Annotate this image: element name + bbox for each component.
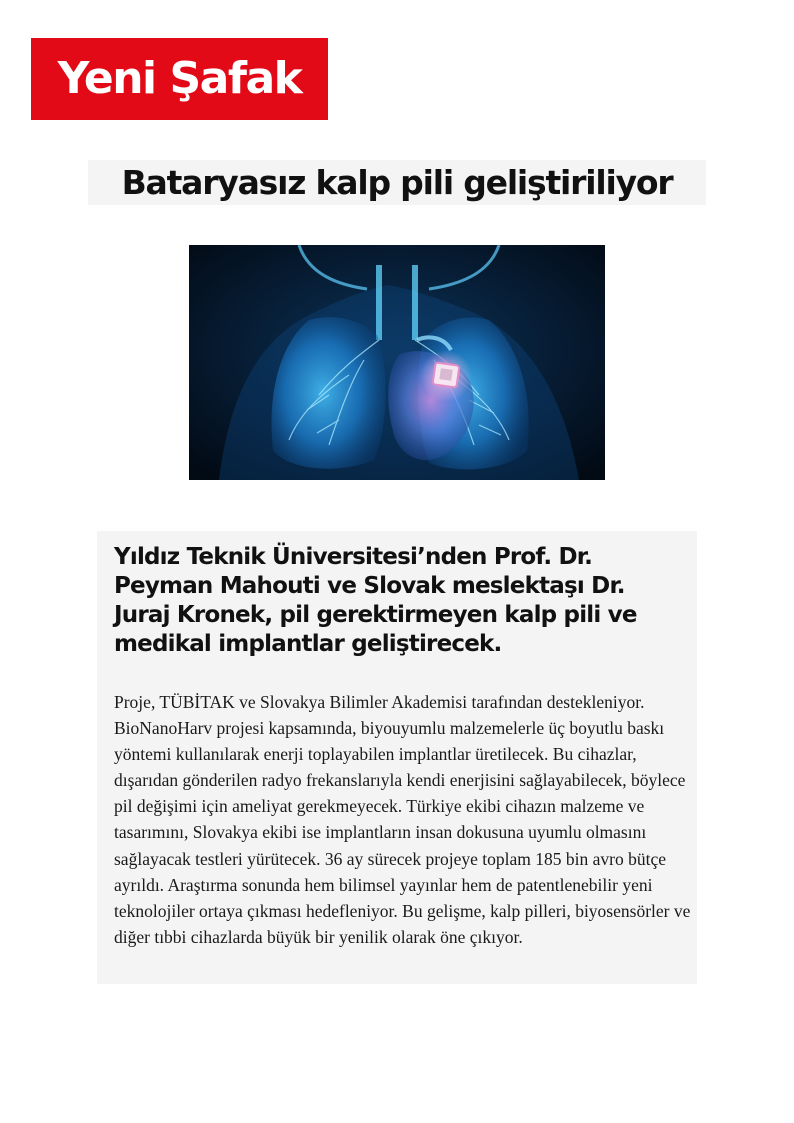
newspaper-logo-text: Yeni Şafak: [57, 53, 302, 104]
article-headline: Bataryasız kalp pili geliştiriliyor: [121, 163, 673, 202]
article-photo-heart-implant: [189, 245, 605, 480]
headline-banner: [88, 160, 706, 205]
article-body: Proje, TÜBİTAK ve Slovakya Bilimler Akademisi tarafından destekleniyor. BioNanoHarv projesi kapsamında, biyouyumlu malzemelerle üç boyutlu baskı yöntemi kullanılarak enerji toplayabilen implantlar üretilecek. Bu cihazlar, dışarıdan gönderilen radyo frekanslarıyla kendi enerjisini sağlayabilecek, böylece pil değişimi için ameliyat gerekmeyecek. Türkiye ekibi cihazın malzeme ve tasarımını, Slovakya ekibi ise implantların insan dokusuna uyumlu olmasını sağlayacak testleri yürütecek. 36 ay sürecek projeye toplam 185 bin avro bütçe ayrıldı. Araştırma sonunda hem bilimsel yayınlar hem de patentlenebilir yeni teknolojiler ortaya çıkması hedefleniyor. Bu gelişme, kalp pilleri, biyosensörler ve diğer tıbbi cihazlarda büyük bir yenilik olarak öne çıkıyor.: [114, 692, 691, 947]
article-lead: Yıldız Teknik Üniversitesi’nden Prof. Dr. Peyman Mahouti ve Slovak meslektaşı Dr. Juraj Kronek, pil gerektirmeyen kalp pili ve medikal implantlar geliştirecek.: [114, 544, 637, 657]
article-content: [97, 531, 697, 984]
newspaper-logo: [31, 38, 328, 120]
